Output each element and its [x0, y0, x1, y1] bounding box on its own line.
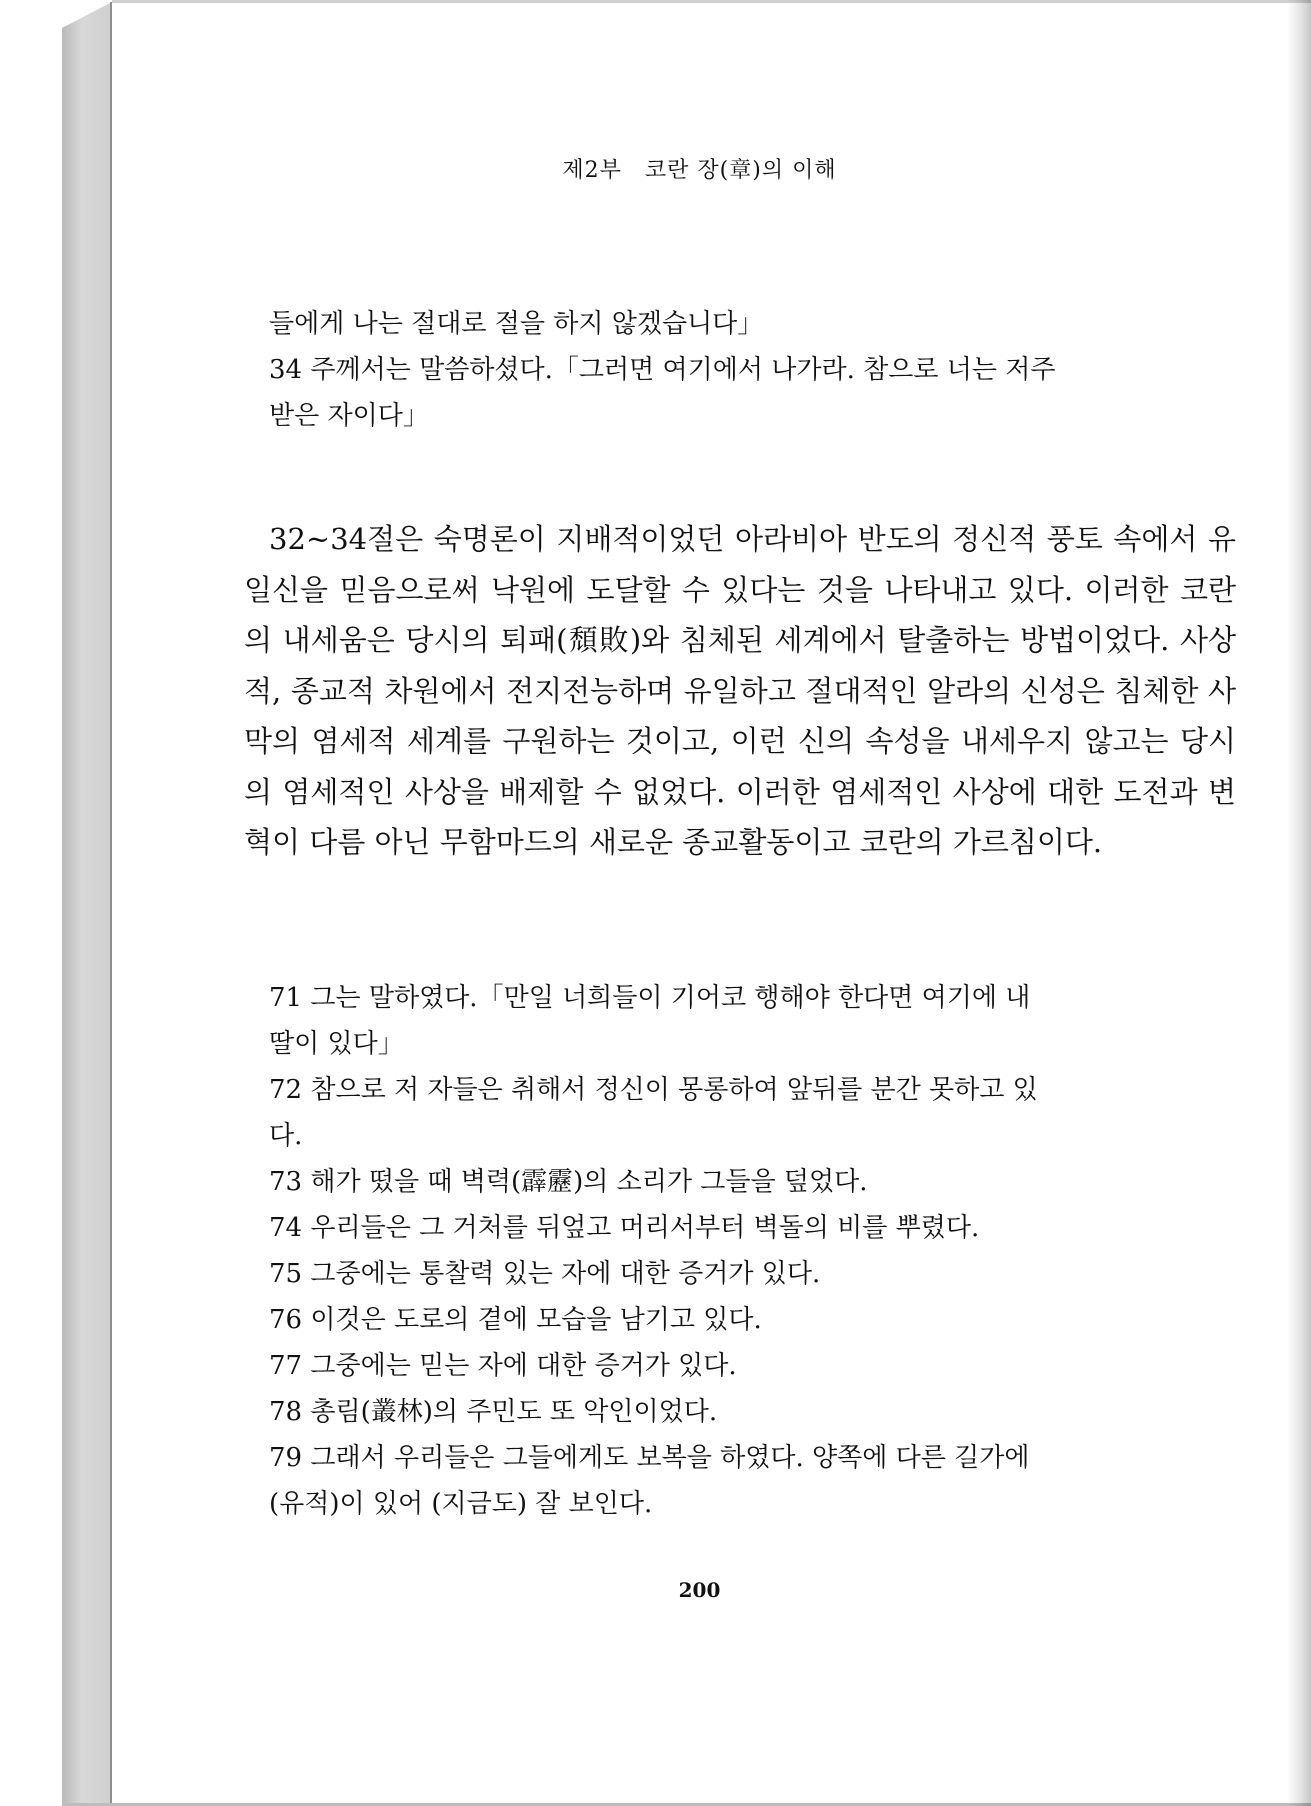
page — [112, 3, 1287, 1803]
right-page-shadow — [1287, 0, 1311, 1806]
verse-line: 77 그중에는 믿는 자에 대한 증거가 있다. — [269, 1351, 737, 1381]
verse-line: 71 그는 말하였다.「만일 너희들이 기어코 행해야 한다면 여기에 내 — [269, 983, 1031, 1013]
verse-line: 74 우리들은 그 거처를 뒤엎고 머리서부터 벽돌의 비를 뿌렸다. — [269, 1213, 980, 1243]
verse-block-top — [269, 301, 1209, 439]
running-head: 제2부 코란 장(章)의 이해 — [562, 158, 837, 183]
verse-line: 73 해가 떴을 때 벽력(霹靂)의 소리가 그들을 덮었다. — [269, 1167, 868, 1197]
verse-line: 받은 자이다」 — [269, 401, 429, 431]
commentary-paragraph: 32~34절은 숙명론이 지배적이었던 아라비아 반도의 정신적 풍토 속에서 유일신을 믿음으로써 낙원에 도달할 수 있다는 것을 나타내고 있다. 이러한 코란의 내세움은 당시의 퇴패(頹敗)와 침체된 세계에서 탈출하는 방법이었다. 사상적, 종교적 차원에서 전지전능하며 유일하고 절대적인 알라의 신성은 침체한 사막의 염세적 세계를 구원하는 것이고, 이런 신의 속성을 내세우지 않고는 당시의 염세적인 사상을 배제할 수 없었다. 이러한 염세적인 사상에 대한 도전과 변혁이 다름 아닌 무함마드의 새로운 종교활동이고 코란의 가르침이다. — [244, 522, 1236, 859]
verse-line: 78 총림(叢林)의 주민도 또 악인이었다. — [269, 1397, 718, 1427]
verse-line: 76 이것은 도로의 곁에 모습을 남기고 있다. — [269, 1305, 762, 1335]
page-number: 200 — [678, 1578, 721, 1602]
book-spine — [62, 2, 112, 1804]
verse-line: (유적)이 있어 (지금도) 잘 보인다. — [269, 1489, 653, 1519]
verse-line: 34 주께서는 말씀하셨다.「그러면 여기에서 나가라. 참으로 너는 저주 — [269, 355, 1056, 385]
verse-block-bottom — [269, 975, 1209, 1527]
verse-line: 79 그래서 우리들은 그들에게도 보복을 하였다. 양쪽에 다른 길가에 — [269, 1443, 1030, 1473]
verse-line: 72 참으로 저 자들은 취해서 정신이 몽롱하여 앞뒤를 분간 못하고 있 — [269, 1075, 1038, 1105]
verse-line: 다. — [269, 1121, 303, 1151]
verse-line: 75 그중에는 통찰력 있는 자에 대한 증거가 있다. — [269, 1259, 821, 1289]
verse-line: 딸이 있다」 — [269, 1029, 404, 1059]
verse-line: 들에게 나는 절대로 절을 하지 않겠습니다」 — [269, 309, 764, 339]
